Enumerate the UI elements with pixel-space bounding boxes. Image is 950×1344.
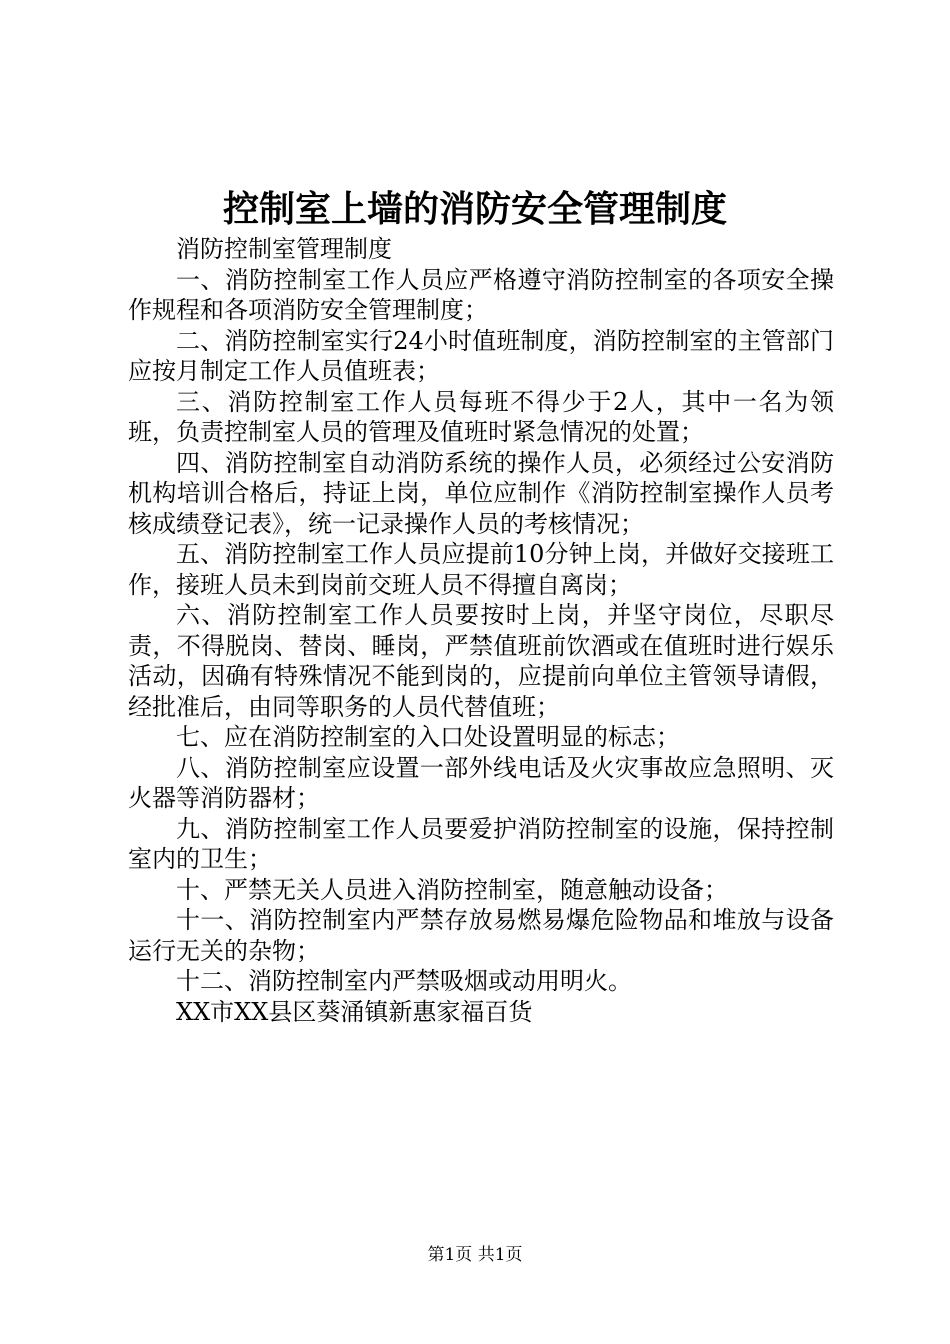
paragraph-rule-4: 四、消防控制室自动消防系统的操作人员，必须经过公安消防机构培训合格后，持证上岗，单位应制作《消防控制室操作人员考核成绩登记表》，统一记录操作人员的考核情况； xyxy=(128,448,834,538)
paragraph-rule-8: 八、消防控制室应设置一部外线电话及火灾事故应急照明、灭火器等消防器材； xyxy=(128,753,834,812)
paragraph-heading: 消防控制室管理制度 xyxy=(176,235,392,263)
paragraph-rule-1: 一、消防控制室工作人员应严格遵守消防控制室的各项安全操作规程和各项消防安全管理制度； xyxy=(128,265,834,324)
page-number: 第1页 共1页 xyxy=(427,1245,523,1265)
paragraph-rule-9: 九、消防控制室工作人员要爱护消防控制室的设施，保持控制室内的卫生； xyxy=(128,814,834,873)
document-body xyxy=(128,234,834,1027)
paragraph-rule-3: 三、消防控制室工作人员每班不得少于2人，其中一名为领班，负责控制室人员的管理及值班时紧急情况的处置； xyxy=(128,387,834,446)
paragraph-rule-6: 六、消防控制室工作人员要按时上岗，并坚守岗位，尽职尽责，不得脱岗、替岗、睡岗，严禁值班前饮酒或在值班时进行娱乐活动，因确有特殊情况不能到岗的，应提前向单位主管领导请假，经批准后，由同等职务的人员代替值班； xyxy=(128,601,834,721)
paragraph-rule-11: 十一、消防控制室内严禁存放易燃易爆危险物品和堆放与设备运行无关的杂物； xyxy=(128,906,834,965)
paragraph-rule-7: 七、应在消防控制室的入口处设置明显的标志； xyxy=(176,723,680,751)
paragraph-rule-5: 五、消防控制室工作人员应提前10分钟上岗，并做好交接班工作，接班人员未到岗前交班人员不得擅自离岗； xyxy=(128,540,834,599)
paragraph-rule-10: 十、严禁无关人员进入消防控制室，随意触动设备； xyxy=(176,875,728,904)
paragraph-rule-2: 二、消防控制室实行24小时值班制度，消防控制室的主管部门应按月制定工作人员值班表； xyxy=(128,326,834,385)
paragraph-rule-12: 十二、消防控制室内严禁吸烟或动用明火。 xyxy=(176,967,632,995)
paragraph-signature: XX市XX县区葵涌镇新惠家福百货 xyxy=(176,997,533,1026)
document-title: 控制室上墙的消防安全管理制度 xyxy=(222,188,727,230)
